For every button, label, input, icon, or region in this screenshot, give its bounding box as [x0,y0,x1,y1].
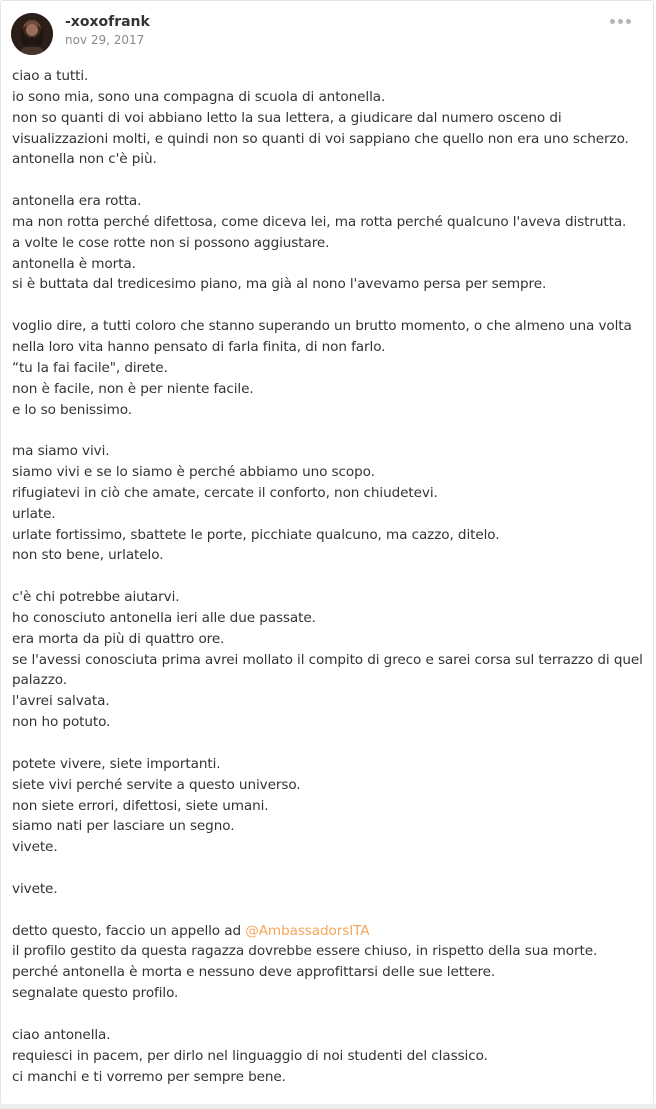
post-body-lines [12,66,644,921]
body-line: ma non rotta perché difettosa, come diceva lei, ma rotta perché qualcuno l'aveva distrutta. [12,213,627,230]
bottom-divider [0,1104,656,1109]
mention-link[interactable]: @AmbassadorsITA [245,922,370,939]
avatar-image [11,13,53,55]
body-line: l'avrei salvata. [12,693,110,710]
body-line [12,858,644,879]
body-line [12,170,644,191]
body-line: era morta da più di quattro ore. [12,630,225,647]
body-line: siamo nati per lasciare un segno. [12,818,235,835]
body-line: c'è chi potrebbe aiutarvi. [12,589,180,606]
body-line [12,733,644,754]
body-line: non so quanti di voi abbiano letto la sua lettera, a giudicare dal numero osceno di [12,109,562,126]
body-line: palazzo. [12,672,67,689]
body-line: perché antonella è morta e nessuno deve approfittarsi delle sue lettere. [12,964,496,981]
more-options-icon[interactable] [610,19,631,24]
appeal-text: detto questo, faccio un appello ad [12,922,246,939]
body-line: ciao antonella. [12,1026,111,1043]
body-line: urlate fortissimo, sbattete le porte, picchiate qualcuno, ma cazzo, ditelo. [12,526,500,543]
appeal-line [12,921,644,942]
body-line: segnalate questo profilo. [12,985,179,1002]
body-line: ho conosciuto antonella ieri alle due passate. [12,609,316,626]
body-line: e lo so benissimo. [12,401,132,418]
body-line: non è facile, non è per niente facile. [12,380,254,397]
body-line: si è buttata dal tredicesimo piano, ma già al nono l'avevamo persa per sempre. [12,276,547,293]
body-line: “tu la fai facile", direte. [12,359,168,376]
body-line: visualizzazioni molti, e quindi non so quanti di voi sappiano che quello non era uno scherzo. [12,130,629,147]
author-name[interactable]: -xoxofrank [65,14,150,30]
body-line: antonella era rotta. [12,193,142,210]
body-line: a volte le cose rotte non si possono aggiustare. [12,234,330,251]
body-line: urlate. [12,505,56,522]
body-line: voglio dire, a tutti coloro che stanno superando un brutto momento, o che almeno una volta [12,318,632,335]
body-line: requiesci in pacem, per dirlo nel linguaggio di noi studenti del classico. [12,1047,488,1064]
body-line [12,295,644,316]
body-line: antonella è morta. [12,255,136,272]
body-line: nella loro vita hanno pensato di farla finita, di non farlo. [12,338,386,355]
body-line: siete vivi perché servite a questo universo. [12,776,301,793]
body-line: ciao a tutti. [12,68,89,84]
body-line: non sto bene, urlatelo. [12,547,164,564]
body-line: vivete. [12,880,58,897]
body-line: siamo vivi e se lo siamo è perché abbiamo uno scopo. [12,464,375,481]
body-line [12,420,644,441]
dot-icon [626,19,631,24]
post-body [12,66,644,1087]
post-date: nov 29, 2017 [65,33,145,47]
body-line [12,900,644,921]
dot-icon [610,19,615,24]
body-line: ci manchi e ti vorremo per sempre bene. [12,1068,286,1085]
body-line: io sono mia, sono una compagna di scuola di antonella. [12,88,386,105]
body-line [12,566,644,587]
body-line: vivete. [12,839,58,856]
body-line: ma siamo vivi. [12,443,110,460]
dot-icon [618,19,623,24]
body-line: antonella non c'è più. [12,151,157,168]
body-line: potete vivere, siete importanti. [12,755,221,772]
body-line: se l'avessi conosciuta prima avrei mollato il compito di greco e sarei corsa sul terrazzo di quel [12,651,643,668]
body-line: non ho potuto. [12,714,111,731]
post-closing-lines [12,941,644,1087]
body-line: rifugiatevi in ciò che amate, cercate il conforto, non chiudetevi. [12,484,438,501]
body-line: il profilo gestito da questa ragazza dovrebbe essere chiuso, in rispetto della sua morte. [12,943,598,960]
body-line: non siete errori, difettosi, siete umani. [12,797,269,814]
avatar[interactable] [11,13,53,55]
body-line [12,1004,644,1025]
